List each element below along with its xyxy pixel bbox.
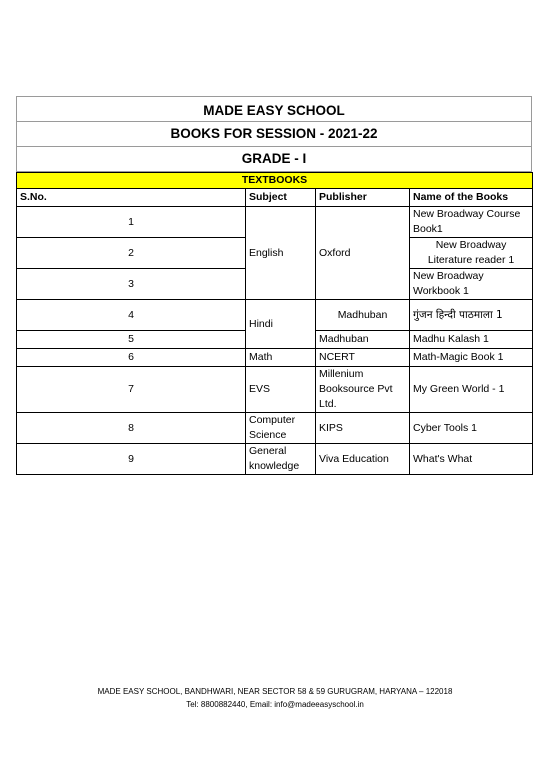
book-list-sheet	[16, 96, 532, 475]
cell-sno: 3	[17, 269, 246, 300]
session-title: BOOKS FOR SESSION - 2021-22	[17, 122, 531, 147]
grade-title: GRADE - I	[17, 147, 531, 172]
cell-book: New Broadway Literature reader 1	[410, 238, 533, 269]
cell-book: New Broadway Workbook 1	[410, 269, 533, 300]
school-name: MADE EASY SCHOOL	[17, 97, 531, 122]
cell-book: My Green World - 1	[410, 367, 533, 413]
footer-contact: Tel: 8800882440, Email: info@madeeasyschool.in	[186, 700, 364, 709]
cell-publisher: Viva Education	[316, 444, 410, 475]
cell-subject: General knowledge	[246, 444, 316, 475]
cell-subject-english: English	[246, 207, 316, 300]
footer-address: MADE EASY SCHOOL, BANDHWARI, NEAR SECTOR 58 & 59 GURUGRAM, HARYANA – 122018	[97, 687, 453, 696]
cell-book: What's What	[410, 444, 533, 475]
cell-book: Madhu Kalash 1	[410, 331, 533, 349]
cell-publisher-oxford: Oxford	[316, 207, 410, 300]
cell-sno: 6	[17, 349, 246, 367]
table-row	[17, 349, 533, 367]
section-label: TEXTBOOKS	[17, 173, 533, 189]
cell-publisher: KIPS	[316, 413, 410, 444]
cell-subject: Computer Science	[246, 413, 316, 444]
cell-publisher: Millenium Booksource Pvt Ltd.	[316, 367, 410, 413]
cell-sno: 7	[17, 367, 246, 413]
table-row	[17, 300, 533, 331]
header-block	[16, 96, 532, 172]
cell-publisher: Madhuban	[316, 331, 410, 349]
cell-subject: EVS	[246, 367, 316, 413]
col-book: Name of the Books	[410, 189, 533, 207]
col-sno: S.No.	[17, 189, 246, 207]
cell-sno: 4	[17, 300, 246, 331]
table-row	[17, 444, 533, 475]
table-row	[17, 207, 533, 238]
cell-sno: 8	[17, 413, 246, 444]
cell-sno: 5	[17, 331, 246, 349]
table-row	[17, 367, 533, 413]
col-subject: Subject	[246, 189, 316, 207]
cell-book: New Broadway Course Book1	[410, 207, 533, 238]
cell-publisher: NCERT	[316, 349, 410, 367]
cell-publisher: Madhuban	[316, 300, 410, 331]
cell-sno: 1	[17, 207, 246, 238]
page-footer	[0, 685, 550, 711]
cell-sno: 9	[17, 444, 246, 475]
cell-sno: 2	[17, 238, 246, 269]
cell-subject-hindi: Hindi	[246, 300, 316, 349]
section-band	[17, 173, 533, 189]
cell-subject: Math	[246, 349, 316, 367]
books-table	[16, 172, 533, 475]
cell-book: गुंजन हिन्दी पाठमाला 1	[410, 300, 533, 331]
table-row	[17, 413, 533, 444]
cell-book: Math-Magic Book 1	[410, 349, 533, 367]
col-publisher: Publisher	[316, 189, 410, 207]
column-headers	[17, 189, 533, 207]
cell-book: Cyber Tools 1	[410, 413, 533, 444]
